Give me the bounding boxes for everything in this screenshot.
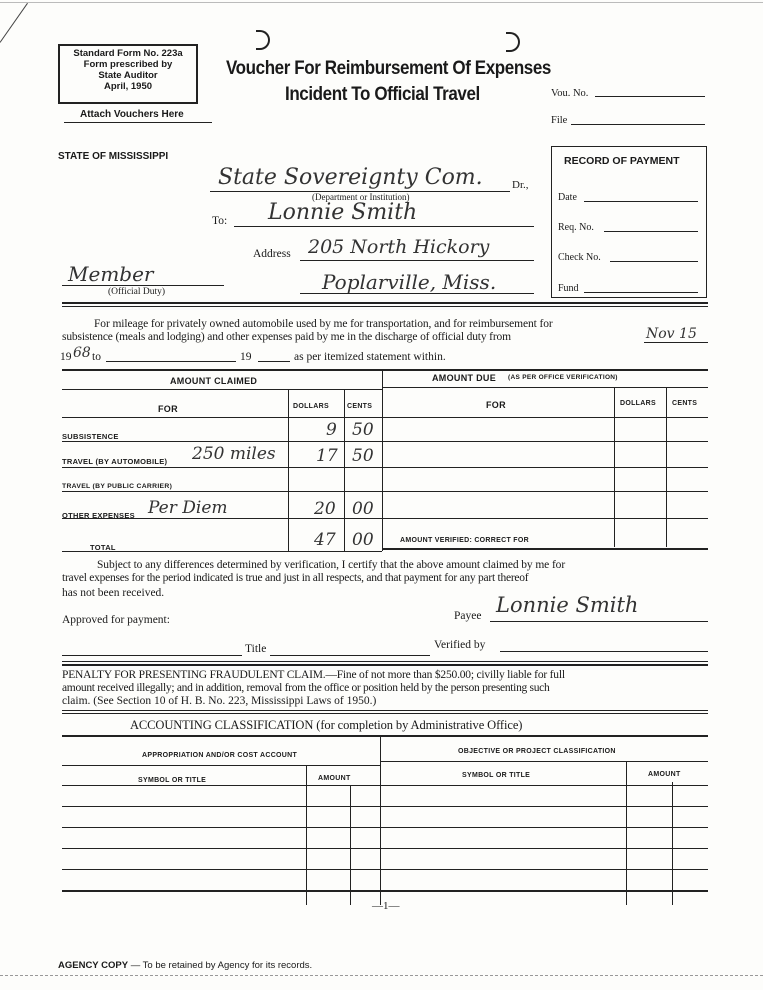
to-value: Lonnie Smith [268,200,418,225]
title-label: Title [245,643,267,655]
row-other-cents: 00 [352,499,374,519]
statement-year-value: 68 [73,345,91,361]
official-duty-value: Member [68,262,154,286]
state-label: STATE OF MISSISSIPPI [58,151,169,162]
page-title-line1: Voucher For Reimbursement Of Expenses [226,56,551,79]
row-other-label: OTHER EXPENSES [62,511,135,520]
penalty-line1: PENALTY FOR PRESENTING FRAUDULENT CLAIM.—Fine of not more than $250.00; civilly liable for full [62,669,565,681]
check-no-field[interactable] [610,261,698,262]
fund-label: Fund [558,283,579,294]
row-travel-public-label: TRAVEL (BY PUBLIC CARRIER) [62,483,173,490]
verified-by-field[interactable] [500,651,708,652]
address-line2: Poplarville, Miss. [322,270,497,294]
row-total-cents: 00 [352,530,374,550]
address-label: Address [253,248,291,260]
row-other-dollars: 20 [314,499,336,519]
form-box-line1: Standard Form No. 223a [73,48,183,59]
row-travel-auto-cents: 50 [352,446,374,466]
punch-mark-left [256,30,270,50]
row-subsistence-cents: 50 [352,420,374,440]
approved-signature-field[interactable] [62,655,242,656]
for-header-left: FOR [158,404,178,414]
address-line1: 205 North Hickory [308,236,490,258]
amount-header-left: AMOUNT [318,775,351,782]
department-value: State Sovereignty Com. [218,165,483,190]
certify-line1: Subject to any differences determined by verification, I certify that the above amount claimed by me for [97,559,566,571]
title-field[interactable] [270,655,430,656]
appropriation-header: APPROPRIATION AND/OR COST ACCOUNT [142,752,298,759]
row-travel-auto-note: 250 miles [192,444,276,464]
certify-line3: has not been received. [62,587,165,599]
symbol-header-left: SYMBOL OR TITLE [138,777,207,784]
page-number: —1— [372,900,400,912]
statement-from-value: Nov 15 [646,326,697,342]
statement-year-prefix: 19 [60,351,72,363]
dollars-header-left: DOLLARS [293,403,329,410]
amount-claimed-header: AMOUNT CLAIMED [170,376,258,386]
row-total-label: TOTAL [90,543,116,552]
cents-header-left: CENTS [347,403,373,410]
vou-no-field[interactable] [595,96,705,97]
statement-nineteen: 19 [240,351,252,363]
symbol-header-right: SYMBOL OR TITLE [462,772,531,779]
fund-field[interactable] [584,292,698,293]
statement-tail: as per itemized statement within. [294,351,446,363]
to-label: To: [212,215,228,227]
department-caption: (Department or Institution) [312,192,410,202]
page-title-line2: Incident To Official Travel [285,82,480,105]
record-of-payment-title: RECORD OF PAYMENT [564,155,680,167]
footer-rest: — To be retained by Agency for its records. [130,960,313,971]
amount-due-header: AMOUNT DUE [432,373,496,383]
row-subsistence-dollars: 9 [326,420,337,440]
file-field[interactable] [571,124,705,125]
row-travel-auto-label: TRAVEL (BY AUTOMOBILE) [62,457,168,466]
record-of-payment-box [551,146,707,298]
agency-copy-label: AGENCY COPY [58,960,129,971]
penalty-line2: amount received illegally; and in addition, removal from the office or position held by the person presenting such [62,682,550,694]
payee-signature: Lonnie Smith [496,593,639,617]
payment-date-field[interactable] [584,201,698,202]
vou-no-label: Vou. No. [551,88,589,99]
row-other-note: Per Diem [148,498,228,518]
dollars-header-right: DOLLARS [620,400,656,407]
for-header-right: FOR [486,400,506,410]
payment-date-label: Date [558,192,577,203]
row-total-dollars: 47 [314,530,336,550]
cents-header-right: CENTS [672,400,698,407]
approved-label: Approved for payment: [62,614,170,626]
amount-header-right: AMOUNT [648,771,681,778]
attach-vouchers: Attach Vouchers Here [80,109,184,120]
official-duty-caption: (Official Duty) [108,287,166,297]
statement-to-word: to [92,351,101,363]
form-box-line3: State Auditor [98,70,158,81]
row-travel-auto-dollars: 17 [316,446,338,466]
amount-due-note: (AS PER OFFICE VERIFICATION) [508,374,618,381]
punch-mark-right [506,32,520,52]
verified-by-label: Verified by [434,639,486,651]
form-number-box [58,44,198,104]
statement-line2: subsistence (meals and lodging) and other expenses paid by me in the discharge of official duty from [62,331,511,343]
req-no-label: Req. No. [558,222,594,233]
penalty-line3: claim. (See Section 10 of H. B. No. 223, Mississippi Laws of 1950.) [62,695,377,707]
payee-label: Payee [454,610,482,622]
accounting-title: ACCOUNTING CLASSIFICATION (for completion by Administrative Office) [130,718,523,732]
certify-line2: travel expenses for the period indicated is true and just in all respects, and that payment for any part thereof [62,572,529,584]
form-box-line2: Form prescribed by [83,59,173,70]
objective-header: OBJECTIVE OR PROJECT CLASSIFICATION [458,748,616,755]
form-box-line4: April, 1950 [103,81,153,92]
check-no-label: Check No. [558,252,601,263]
file-label: File [551,115,568,126]
statement-line1: For mileage for privately owned automobile used by me for transportation, and for reimbursement for [94,318,553,330]
footer [58,960,312,971]
dr-label: Dr., [512,179,529,191]
req-no-field[interactable] [604,231,698,232]
payee-field[interactable] [490,621,708,622]
row-subsistence-label: SUBSISTENCE [62,432,119,441]
amount-verified-label: AMOUNT VERIFIED: CORRECT FOR [400,537,529,544]
corner-mark [0,3,28,43]
